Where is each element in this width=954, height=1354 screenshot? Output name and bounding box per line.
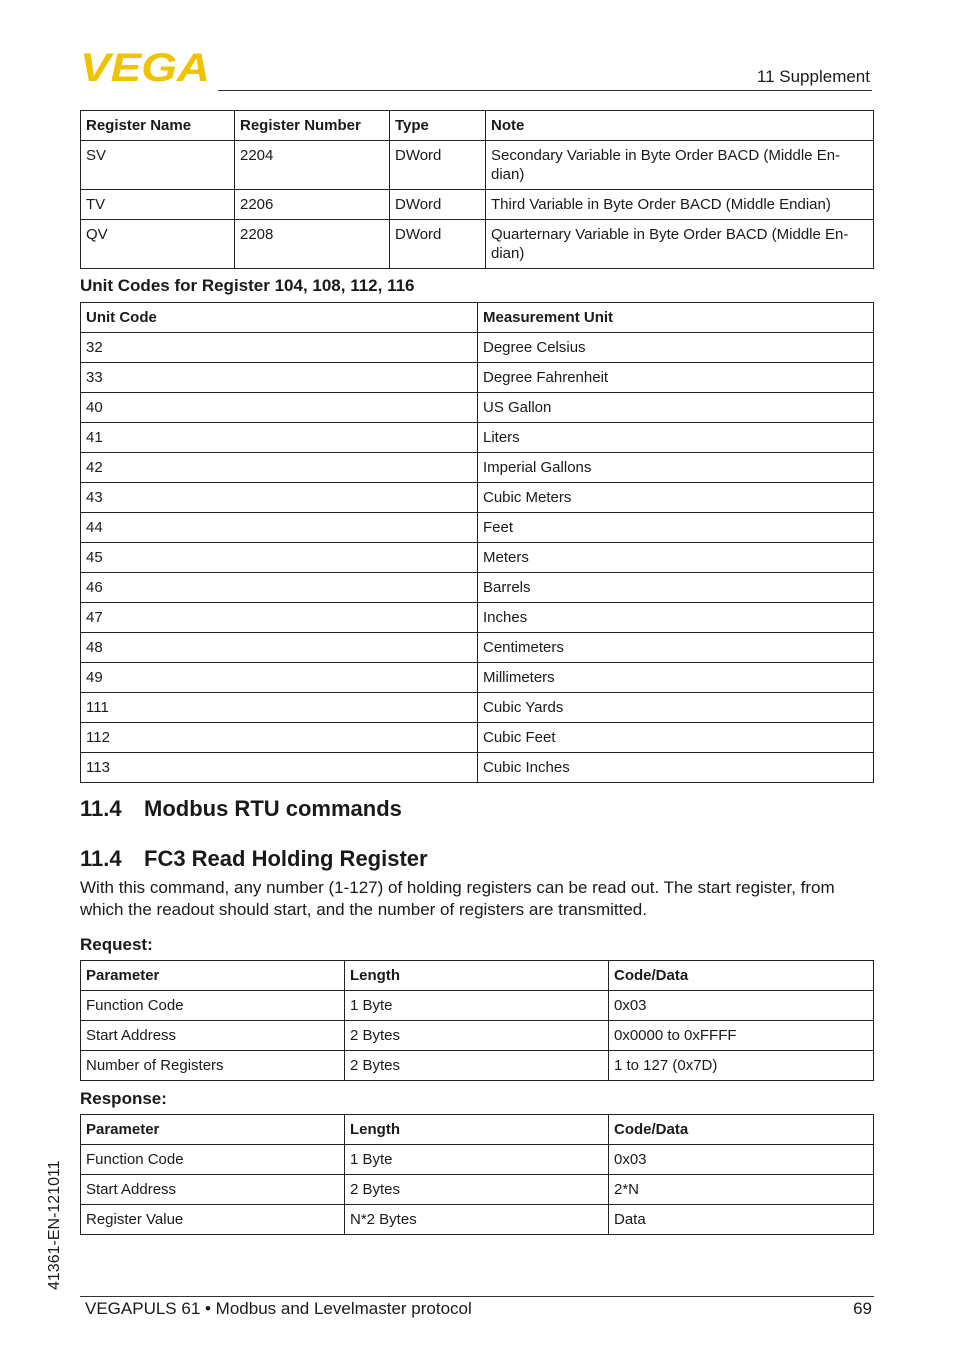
document-id: 41361-EN-121011 [46,1160,63,1290]
header-cell: Measurement Unit [478,303,874,333]
table-cell: Cubic Feet [478,723,874,753]
response-table [80,1114,874,1235]
table-cell: 44 [81,513,478,543]
table-row [81,693,874,723]
table-header-row [81,303,874,333]
header-rule [218,90,872,91]
unit-codes-caption: Unit Codes for Register 104, 108, 112, 116 [80,276,415,295]
table-cell: QV [81,220,235,269]
table-cell: Feet [478,513,874,543]
header-cell: Register Name [81,111,235,141]
table-row [81,1051,874,1081]
section-heading-modbus-rtu [80,796,402,822]
table-row [81,603,874,633]
section-title: Modbus RTU commands [144,796,402,821]
table-cell: Start Address [81,1021,345,1051]
table-cell: Secondary Variable in Byte Order BACD (Middle En-dian) [486,141,874,190]
table-cell: Data [609,1205,874,1235]
table-cell: 2206 [235,190,390,220]
table-cell: 45 [81,543,478,573]
table-row [81,1205,874,1235]
table-row [81,363,874,393]
table-cell: 32 [81,333,478,363]
table-cell: Liters [478,423,874,453]
footer-title: VEGAPULS 61 • Modbus and Levelmaster protocol [85,1299,472,1318]
request-caption: Request: [80,935,153,954]
table-cell: Centimeters [478,633,874,663]
table-cell: DWord [390,190,486,220]
header-cell: Parameter [81,1115,345,1145]
table-row [81,753,874,783]
table-row [81,453,874,483]
request-table [80,960,874,1081]
table-cell: 112 [81,723,478,753]
table-cell: 0x0000 to 0xFFFF [609,1021,874,1051]
table-cell: Quarternary Variable in Byte Order BACD (Middle En-dian) [486,220,874,269]
table-header-row [81,111,874,141]
table-row [81,333,874,363]
table-row [81,573,874,603]
table-cell: 49 [81,663,478,693]
table-row [81,1145,874,1175]
header-cell: Length [345,1115,609,1145]
table-cell: 2 Bytes [345,1021,609,1051]
table-row [81,991,874,1021]
header-cell: Type [390,111,486,141]
table-cell: 2 Bytes [345,1051,609,1081]
table-cell: 2208 [235,220,390,269]
table-cell: Cubic Inches [478,753,874,783]
table-cell: 41 [81,423,478,453]
header-cell: Code/Data [609,961,874,991]
table-cell: Meters [478,543,874,573]
logo-text: VEGA [80,50,210,84]
table-cell: 43 [81,483,478,513]
table-cell: Degree Fahrenheit [478,363,874,393]
table-cell: 0x03 [609,991,874,1021]
table-row [81,141,874,190]
header-cell: Length [345,961,609,991]
table-cell: 42 [81,453,478,483]
section-label: 11 Supplement [756,67,870,86]
table-row [81,190,874,220]
table-cell: Function Code [81,991,345,1021]
table-cell: Inches [478,603,874,633]
header-cell: Note [486,111,874,141]
intro-paragraph: With this command, any number (1-127) of holding registers can be read out. The start register, from which the readout should start, and the number of registers are transmitted. [80,878,835,919]
table-cell: Function Code [81,1145,345,1175]
section-heading-fc3 [80,846,428,872]
table-row [81,423,874,453]
table-cell: Cubic Meters [478,483,874,513]
table-cell: 2*N [609,1175,874,1205]
table-cell: 111 [81,693,478,723]
table-row [81,633,874,663]
section-title: FC3 Read Holding Register [144,846,428,871]
register-table [80,110,874,269]
table-cell: Degree Celsius [478,333,874,363]
table-cell: DWord [390,141,486,190]
page-number: 69 [853,1299,872,1318]
table-row [81,393,874,423]
table-cell: DWord [390,220,486,269]
vega-logo [80,50,212,84]
table-cell: 0x03 [609,1145,874,1175]
table-cell: 48 [81,633,478,663]
table-cell: N*2 Bytes [345,1205,609,1235]
table-cell: TV [81,190,235,220]
table-row [81,723,874,753]
table-cell: Imperial Gallons [478,453,874,483]
table-row [81,483,874,513]
table-cell: US Gallon [478,393,874,423]
table-cell: 1 to 127 (0x7D) [609,1051,874,1081]
table-row [81,513,874,543]
table-cell: Barrels [478,573,874,603]
table-cell: 1 Byte [345,1145,609,1175]
table-header-row [81,1115,874,1145]
table-row [81,663,874,693]
section-number: 11.4 [80,796,122,821]
table-cell: 46 [81,573,478,603]
table-cell: Start Address [81,1175,345,1205]
table-cell: SV [81,141,235,190]
table-cell: 2204 [235,141,390,190]
table-cell: 113 [81,753,478,783]
table-cell: Register Value [81,1205,345,1235]
table-cell: 40 [81,393,478,423]
table-row [81,1175,874,1205]
table-row [81,543,874,573]
unit-codes-table [80,302,874,783]
header-cell: Register Number [235,111,390,141]
table-cell: 1 Byte [345,991,609,1021]
table-cell: Millimeters [478,663,874,693]
footer-rule [80,1296,874,1297]
response-caption: Response: [80,1089,167,1108]
table-cell: 33 [81,363,478,393]
table-cell: Number of Registers [81,1051,345,1081]
table-header-row [81,961,874,991]
header-cell: Unit Code [81,303,478,333]
table-cell: Third Variable in Byte Order BACD (Middle Endian) [486,190,874,220]
table-cell: Cubic Yards [478,693,874,723]
table-row [81,220,874,269]
header-cell: Code/Data [609,1115,874,1145]
section-number: 11.4 [80,846,122,871]
table-cell: 2 Bytes [345,1175,609,1205]
table-cell: 47 [81,603,478,633]
table-row [81,1021,874,1051]
header-cell: Parameter [81,961,345,991]
